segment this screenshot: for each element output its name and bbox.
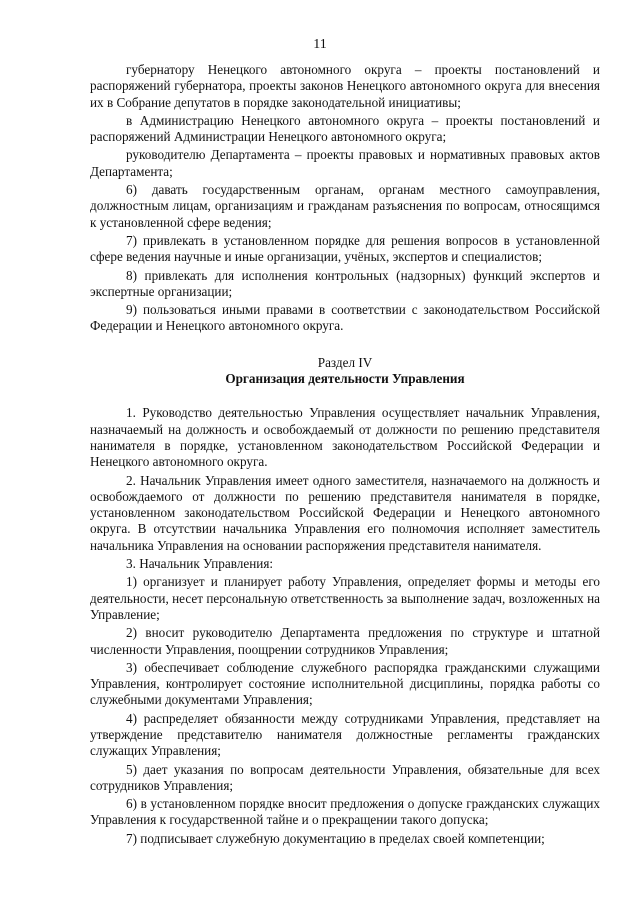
paragraph: 9) пользоваться иными правами в соответствии с законодательством Российской Федерации и Ненецкого автономного округа. (90, 302, 600, 334)
paragraph: 6) давать государственным органам, органам местного самоуправления, должностным лицам, организациям и гражданам разъяснения по вопросам, относящимся к установленной сфере ведения; (90, 182, 600, 230)
paragraph: 6) в установленном порядке вносит предложения о допуске гражданских служащих Управления к государственной тайне и о прекращении такого допуска; (90, 796, 600, 828)
paragraph: 3) обеспечивает соблюдение служебного распорядка гражданскими служащими Управления, контролирует состояние исполнительной дисциплины, порядка работы со служебными документами Управления; (90, 659, 600, 708)
paragraph: 7) подписывает служебную документацию в пределах своей компетенции; (126, 830, 545, 846)
paragraph: 1. Руководство деятельностью Управления осуществляет начальник Управления, назначаемый на должность и освобождаемый от должности по решению представителя нанимателя в порядке, установленном законодательством Российской Федерации и Ненецкого автономного округа. (90, 405, 600, 470)
paragraph: 1) организует и планирует работу Управления, определяет формы и методы его деятельности, несет персональную ответственность за выполнение задач, возложенных на Управление; (90, 574, 600, 622)
paragraph: 5) дает указания по вопросам деятельности Управления, обязательные для всех сотрудников Управления; (90, 761, 600, 793)
paragraph: в Администрацию Ненецкого автономного округа – проекты постановлений и распоряжений Администрации Ненецкого автономного округа; (90, 112, 600, 145)
section-title: Организация деятельности Управления (225, 371, 465, 387)
document-body (90, 62, 600, 847)
paragraph: 7) привлекать в установленном порядке для решения вопросов в установленной сфере ведения научные и иные организации, учёных, экспертов и специалистов; (90, 232, 600, 265)
page-number: 11 (313, 37, 327, 52)
paragraph: 4) распределяет обязанности между сотрудниками Управления, представляет на утверждение представителю нанимателя должностные регламенты гражданских служащих Управления; (90, 710, 600, 759)
paragraph: 2. Начальник Управления имеет одного заместителя, назначаемого на должность и освобождаемого от должности по решению представителя нанимателя в порядке, установленном законодательством Российской Федерации и Ненецкого автономного округа. В отсутствии начальника Управления его полномочия исполняет заместитель начальника Управления на основании распоряжения представителя нанимателя. (90, 472, 600, 553)
paragraph: 3. Начальник Управления: (126, 556, 274, 572)
paragraph: руководителю Департамента – проекты правовых и нормативных правовых актов Департамента; (90, 147, 600, 179)
paragraph: 2) вносит руководителю Департамента предложения по структуре и штатной численности Управления, поощрении сотрудников Управления; (90, 625, 600, 657)
paragraph: 8) привлекать для исполнения контрольных (надзорных) функций экспертов и экспертные организации; (90, 267, 600, 299)
paragraph: губернатору Ненецкого автономного округа – проекты постановлений и распоряжений губернатора, проекты законов Ненецкого автономного округа для внесения их в Собрание депутатов в порядке законодательной инициативы; (90, 62, 600, 110)
section-heading: Раздел IV (317, 354, 373, 370)
